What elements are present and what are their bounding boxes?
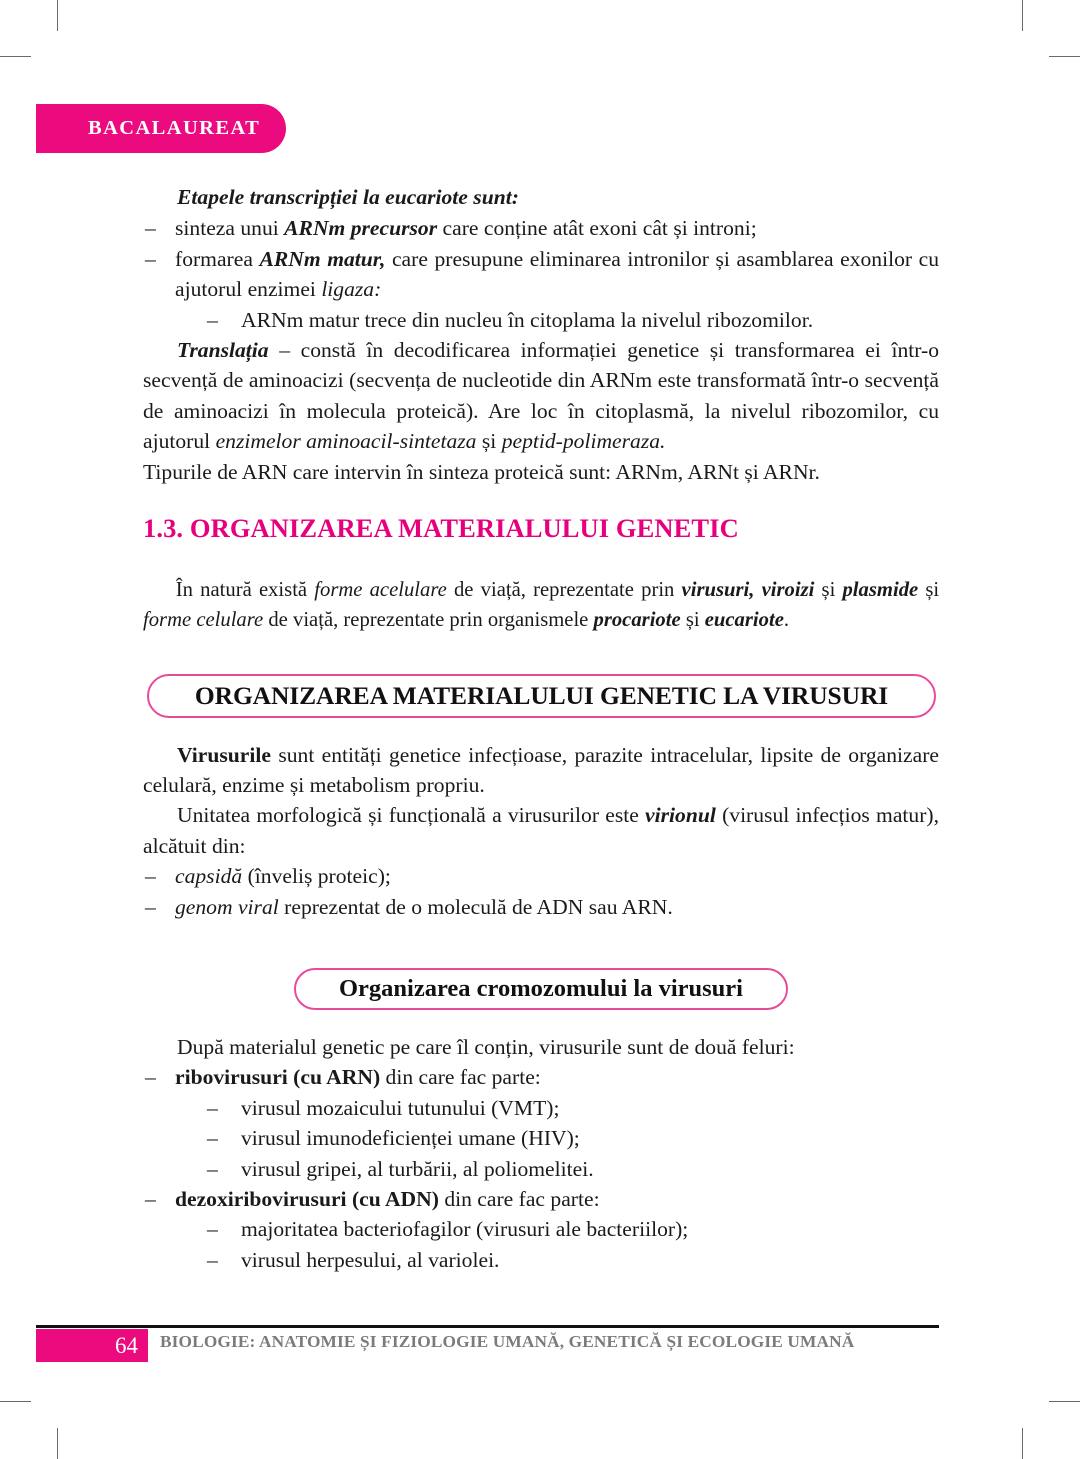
translation-enzymes-2: peptid-polimeraza.: [501, 429, 666, 454]
intro-prokaryotes: procariote: [593, 606, 681, 631]
intro-t6: și: [680, 606, 705, 631]
chromosome-organization-box: [294, 968, 788, 1010]
viral-genome-rest: reprezentat de o moleculă de ADN sau ARN.: [278, 894, 673, 919]
chromosome-organization-box-label: Organizarea cromozomului la virusuri: [339, 974, 743, 1002]
virion-post: (virusul infecțios matur), alcătuit din:: [143, 803, 939, 858]
step-2-enzyme: ligaza:: [321, 277, 382, 302]
viruses-term: Virusurile: [177, 742, 271, 767]
transcription-substeps-list: [207, 305, 939, 335]
viral-genome-term: genom viral: [175, 894, 279, 919]
list-item: – ARNm matur trece din nucleu în citoplama la nivelul ribozomilor.: [207, 305, 939, 335]
translation-body-2: și: [476, 429, 502, 454]
virus-types-intro: După materialul genetic pe care îl conțin, virusurile sunt de două feluri:: [177, 1034, 795, 1059]
ribovirus-term: ribovirusuri (cu ARN): [175, 1065, 381, 1090]
intro-t7: .: [783, 606, 790, 631]
viruses-definition-rest: sunt entități genetice infecțioase, parazite intracelular, lipsite de organizare celulară, enzime și metabolism propriu.: [143, 742, 939, 797]
list-item: – virusul imunodeficienței umane (HIV);: [207, 1123, 939, 1153]
list-item: – majoritatea bacteriofagilor (virusuri ale bacteriilor);: [207, 1214, 939, 1244]
step-2-post: care presupune eliminarea intronilor și asamblarea exonilor cu ajutorul enzimei: [175, 246, 939, 302]
translation-enzymes-1: enzimelor aminoacil-sintetaza: [215, 429, 477, 454]
intro-eukaryotes: eucariote: [704, 606, 784, 631]
intro-t4: și: [918, 576, 940, 601]
footer-divider: [36, 1325, 939, 1328]
list-item: – virusul herpesului, al variolei.: [207, 1245, 939, 1275]
dezoxiribovirus-rest: din care fac parte:: [438, 1187, 600, 1211]
transcription-lead-heading: Etapele transcripției la eucariote sunt:: [177, 185, 519, 209]
capsid-term: capsidă: [175, 864, 243, 889]
step-2-pre: formarea: [175, 246, 260, 271]
list-item: [143, 892, 939, 922]
life-forms-paragraph: [143, 574, 939, 634]
rna-types-paragraph: Tipurile de ARN care intervin în sinteza proteică sunt: ARNm, ARNt și ARNr.: [143, 459, 820, 484]
page-number: 64: [115, 1333, 138, 1358]
list-item: – virusul gripei, al turbării, al poliomelitei.: [207, 1154, 939, 1184]
virus-genetic-material-box: [147, 674, 936, 718]
step-1-post: care conține atât exoni cât și introni;: [437, 216, 757, 241]
translation-body-1: – constă în decodificarea informației genetice și transformarea ei într-o secvență de aminoacizi (secvența de nucleotide din ARNm este transformată într-o secvență de aminoacizi în molecula proteică). Are loc în citoplasmă, la nivelul ribozomilor, cu ajutorul: [143, 338, 939, 454]
list-item: [143, 244, 939, 335]
list-item: [143, 1062, 939, 1184]
page-content: [143, 182, 939, 1275]
step-2-term: ARNm matur,: [259, 246, 386, 271]
viruses-definition-paragraph: [143, 740, 939, 801]
bacalaureat-badge: [36, 104, 286, 153]
list-item: [143, 213, 939, 243]
bacalaureat-badge-label: BACALAUREAT: [88, 117, 261, 139]
transcription-steps-list: [143, 213, 939, 335]
virus-genetic-material-box-label: ORGANIZAREA MATERIALULUI GENETIC LA VIRUSURI: [194, 680, 889, 710]
intro-cellular: forme celulare: [143, 606, 264, 631]
ribovirus-examples-list: [207, 1093, 939, 1184]
ribovirus-rest: din care fac parte:: [380, 1065, 541, 1090]
step-1-term: ARNm precursor: [284, 216, 438, 241]
intro-t2: de viață, reprezentate prin: [446, 576, 682, 601]
translation-paragraph: [143, 335, 939, 457]
virus-types-list: [143, 1062, 939, 1275]
intro-t5: de viață, reprezentate prin organismele: [263, 606, 594, 631]
dezoxiribovirus-examples-list: [207, 1214, 939, 1275]
footer-title: BIOLOGIE: ANATOMIE ȘI FIZIOLOGIE UMANĂ, GENETICĂ ȘI ECOLOGIE UMANĂ: [160, 1332, 855, 1351]
virion-paragraph: [143, 800, 939, 861]
dezoxiribovirus-term: dezoxiribovirusuri (cu ADN): [175, 1187, 439, 1211]
virion-pre: Unitatea morfologică și funcțională a virusurilor este: [177, 803, 646, 828]
intro-t3: și: [814, 576, 843, 601]
capsid-rest: (înveliș proteic);: [242, 864, 391, 889]
virion-term: virionul: [645, 803, 716, 828]
page-title: 1.3. ORGANIZAREA MATERIALULUI GENETIC: [143, 513, 739, 544]
translation-term: Translația: [177, 338, 269, 363]
list-item: [143, 1184, 939, 1275]
intro-acellular: forme acelulare: [314, 576, 447, 601]
list-item: – virusul mozaicului tutunului (VMT);: [207, 1093, 939, 1123]
virion-components-list: [143, 861, 939, 922]
step-1-pre: sinteza unui: [175, 216, 285, 241]
intro-t1: În natură există: [175, 576, 315, 601]
page-number-block: [36, 1329, 148, 1362]
intro-viruses-viroids: virusuri, viroizi: [681, 576, 815, 601]
intro-plasmids: plasmide: [842, 576, 919, 601]
list-item: [143, 861, 939, 891]
